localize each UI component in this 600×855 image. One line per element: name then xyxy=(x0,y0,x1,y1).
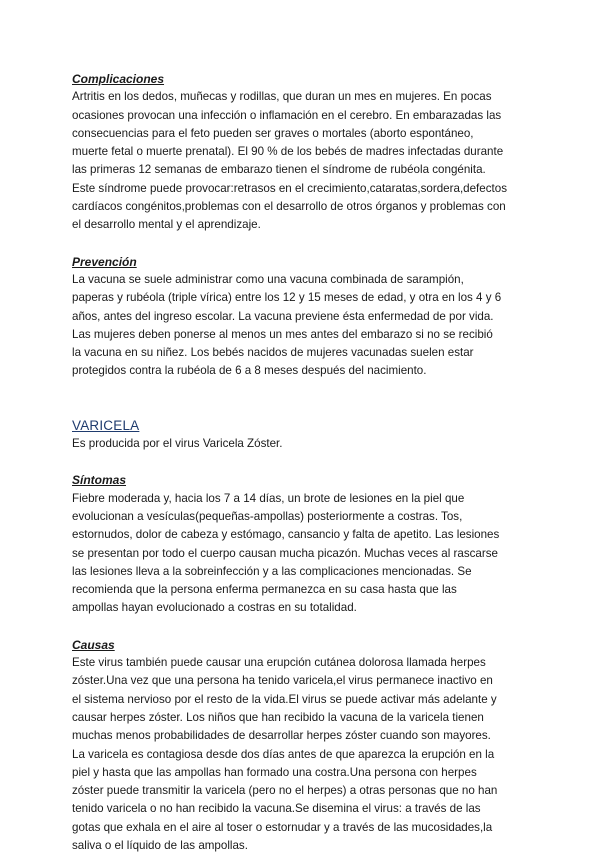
paragraph-varicela-intro: Es producida por el virus Varicela Zóster. xyxy=(72,437,283,451)
spacer xyxy=(72,235,532,253)
heading-causas: Causas xyxy=(72,637,115,652)
section-complicaciones xyxy=(72,70,532,235)
paragraph-complicaciones: Artritis en los dedos, muñecas y rodillas, que duran un mes en mujeres. En pocas ocasiones provocan una infección o inflamación en el cerebro. En embarazadas las consecuencias para el feto pueden ser graves o mortales (aborto espontáneo, muerte fetal o muerte prenatal). El 90 % de los bebés de madres infectadas durante las primeras 12 semanas de embarazo tienen el síndrome de rubéola congénita. Este síndrome puede provocar:retrasos en el crecimiento,cataratas,sordera,defectos cardíacos congénitos,problemas con el desarrollo de otros órganos y problemas con el desarrollo mental y el aprendizaje. xyxy=(72,90,507,232)
heading-prevencion: Prevención xyxy=(72,254,137,269)
heading-varicela: VARICELA xyxy=(72,417,140,433)
section-prevencion xyxy=(72,253,532,381)
document-page xyxy=(72,70,532,855)
heading-sintomas: Síntomas xyxy=(72,473,127,488)
paragraph-causas: Este virus también puede causar una erupción cutánea dolorosa llamada herpes zóster.Una vez que una persona ha tenido varicela,el virus permanece inactivo en el sistema nervioso por el resto de la vida.El virus se puede activar más adelante y causar herpes zóster. Los niños que han recibido la vacuna de la varicela tienen muchas menos probabilidades de desarrollar herpes zóster cuando son mayores. La varicela es contagiosa desde dos días antes de que aparezca la erupción en la piel y hasta que las ampollas han formado una costra.Una persona con herpes zóster puede transmitir la varicela (pero no el herpes) a otras personas que no han tenido varicela o no han recibido la vacuna.Se disemina el virus: a través de las gotas que exhala en el aire al toser o estornudar y a través de las mucosidades,la saliva o el líquido de las ampollas. xyxy=(72,656,498,852)
section-sintomas xyxy=(72,471,532,617)
paragraph-sintomas: Fiebre moderada y, hacia los 7 a 14 días, un brote de lesiones en la piel que evolucionan a vesículas(pequeñas-ampollas) posteriormente a costras. Tos, estornudos, dolor de cabeza y estómago, cansancio y falta de apetito. Las lesiones se presentan por todo el cuerpo causan mucha picazón. Muchas veces al rascarse las lesiones lleva a la sobreinfección y a las complicaciones mencionadas. Se recomienda que la persona enferma permanezca en su casa hasta que las ampollas hayan evolucionado a costras en su totalidad. xyxy=(72,491,500,615)
spacer xyxy=(72,381,532,417)
spacer xyxy=(72,453,532,471)
spacer xyxy=(72,618,532,636)
section-causas xyxy=(72,636,532,855)
section-varicela xyxy=(72,417,532,454)
paragraph-prevencion: La vacuna se suele administrar como una vacuna combinada de sarampión, paperas y rubéola (triple vírica) entre los 12 y 15 meses de edad, y otra en los 4 y 6 años, antes del ingreso escolar. La vacuna previene ésta enfermedad de por vida. Las mujeres deben ponerse al menos un mes antes del embarazo si no se recibió la vacuna en su niñez. Los bebés nacidos de mujeres vacunadas suelen estar protegidos contra la rubéola de 6 a 8 meses después del nacimiento. xyxy=(72,272,502,378)
heading-complicaciones: Complicaciones xyxy=(72,72,165,86)
